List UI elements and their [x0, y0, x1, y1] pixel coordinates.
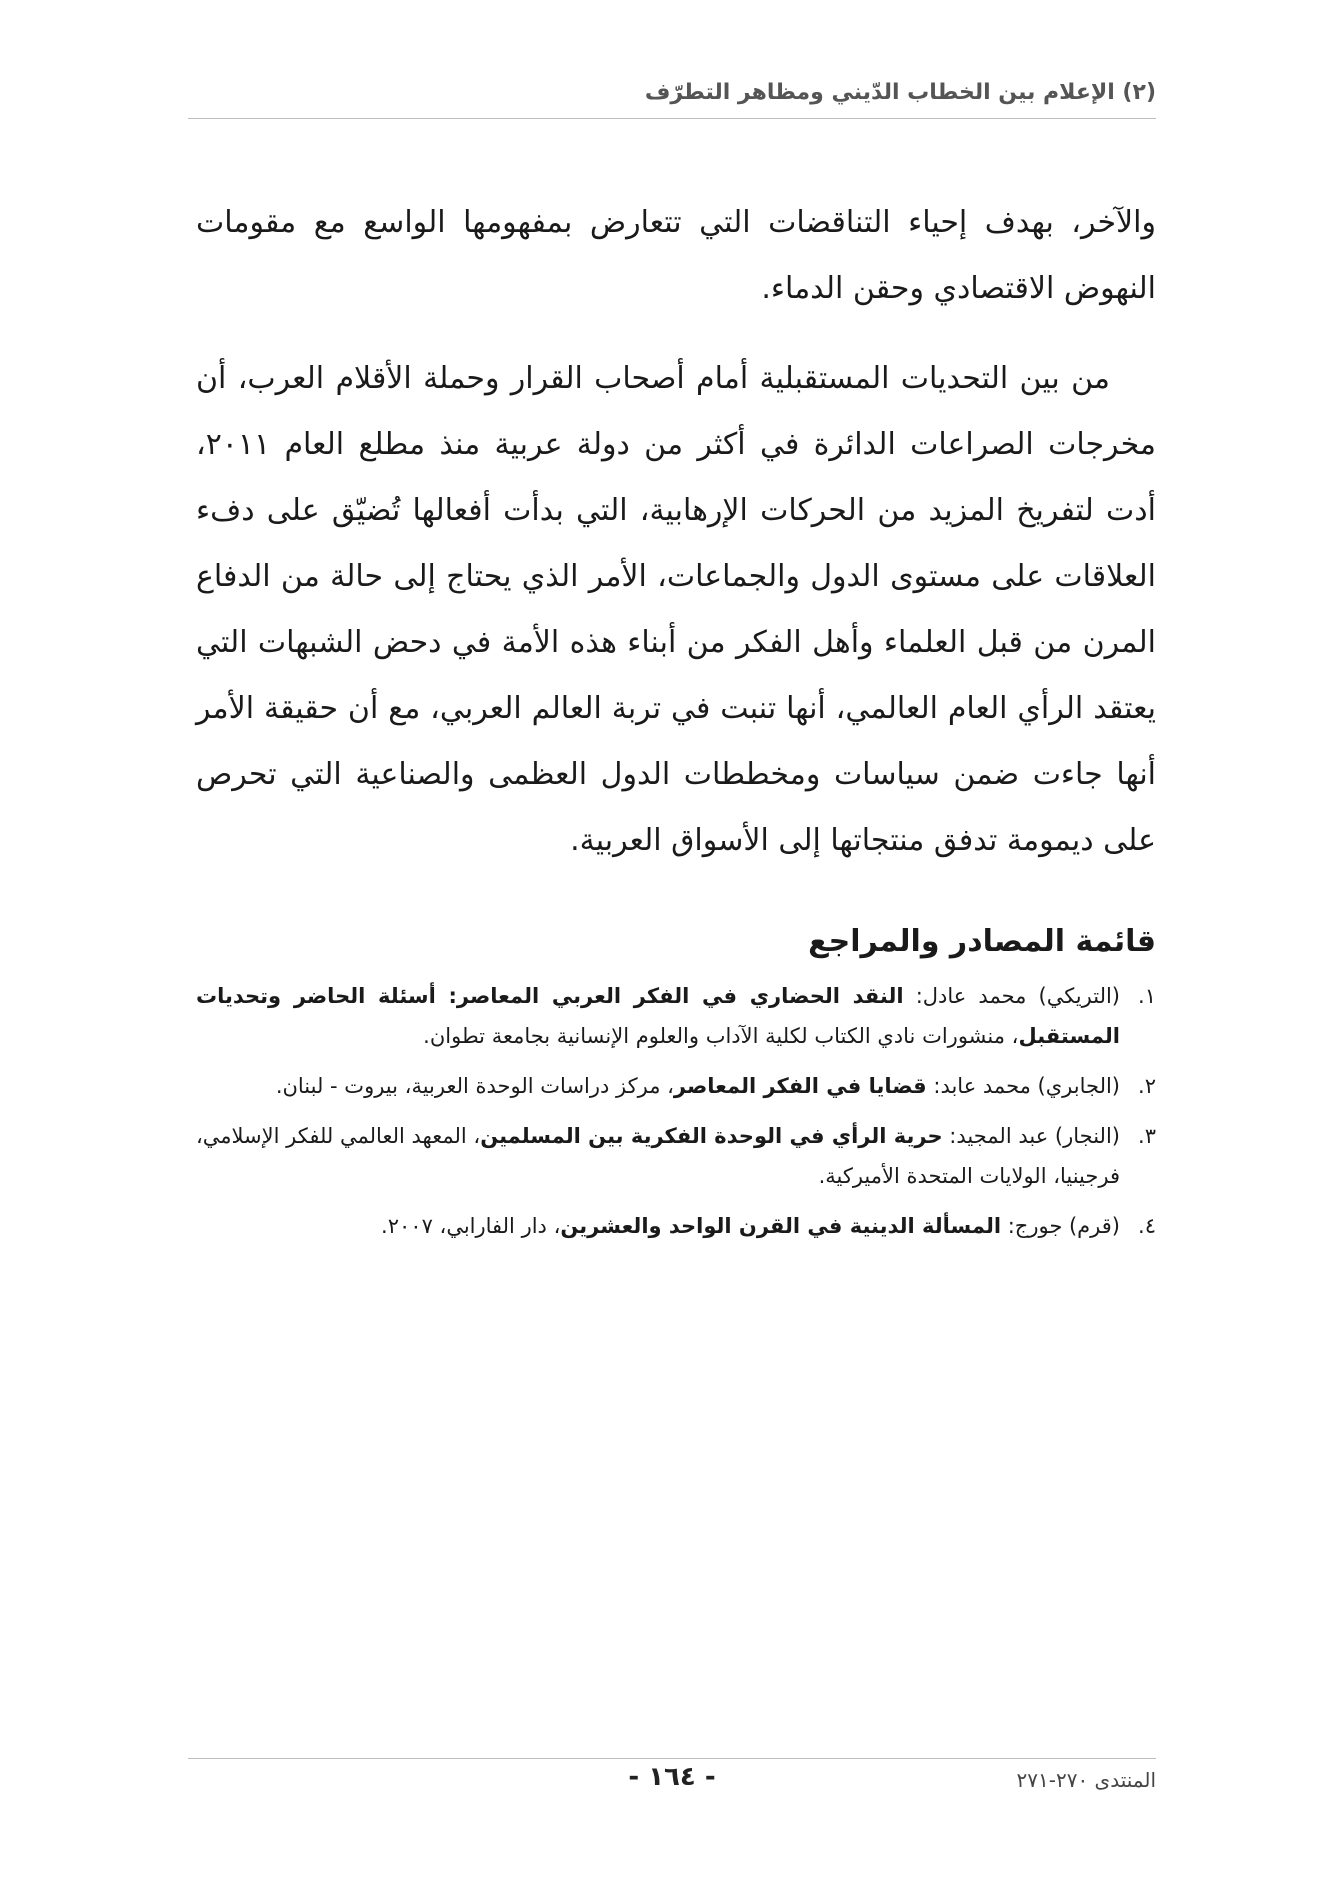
header-divider	[188, 118, 1156, 119]
reference-number: ٢.	[1138, 1074, 1156, 1098]
reference-publisher: ، دار الفارابي، ٢٠٠٧.	[381, 1214, 561, 1238]
reference-item	[196, 1206, 1156, 1246]
reference-title: حرية الرأي في الوحدة الفكرية بين المسلمين	[480, 1124, 943, 1148]
reference-item	[196, 976, 1156, 1056]
page-number: - ١٦٤ -	[628, 1762, 716, 1792]
reference-title: المسألة الدينية في القرن الواحد والعشرين	[560, 1214, 1002, 1238]
journal-issue: المنتدى ٢٧٠-٢٧١	[1016, 1768, 1156, 1792]
paragraph-continuation: والآخر، بهدف إحياء التناقضات التي تتعارض بمفهومها الواسع مع مقومات النهوض الاقتصادي وحقن الدماء.	[196, 205, 1156, 306]
reference-author: (قرم) جورج:	[1001, 1214, 1120, 1238]
paragraph-challenges: من بين التحديات المستقبلية أمام أصحاب القرار وحملة الأقلام العرب، أن مخرجات الصراعات الدائرة في أكثر من دولة عربية منذ مطلع العام ٢٠١١، أدت لتفريخ المزيد من الحركات الإرهابية، التي بدأت أفعالها تُضيّق على دفء العلاقات على مستوى الدول والجماعات، الأمر الذي يحتاج إلى حالة من الدفاع المرن من قبل العلماء وأهل الفكر من أبناء هذه الأمة في دحض الشبهات التي يعتقد الرأي العام العالمي، أنها تنبت في تربة العالم العربي، مع أن حقيقة الأمر أنها جاءت ضمن سياسات ومخططات الدول العظمى والصناعية التي تحرص على ديمومة تدفق منتجاتها إلى الأسواق العربية.	[196, 361, 1156, 858]
reference-author: (النجار) عبد المجيد:	[942, 1124, 1120, 1148]
reference-number: ١.	[1138, 984, 1156, 1008]
references-heading: قائمة المصادر والمراجع	[808, 924, 1156, 959]
footer-divider	[188, 1758, 1156, 1759]
article-body	[196, 190, 1156, 1256]
reference-item	[196, 1066, 1156, 1106]
reference-author: (الجابري) محمد عابد:	[926, 1074, 1120, 1098]
reference-text	[196, 1116, 1120, 1196]
reference-text	[196, 1206, 1120, 1246]
reference-text	[196, 976, 1120, 1056]
reference-title: النقد الحضاري في الفكر العربي المعاصر: أسئلة الحاضر وتحديات المستقبل	[196, 984, 1120, 1048]
running-header: (٢) الإعلام بين الخطاب الدّيني ومظاهر التطرّف	[644, 80, 1156, 105]
reference-author: (التريكي) محمد عادل:	[903, 984, 1120, 1008]
reference-item	[196, 1116, 1156, 1196]
reference-number: ٤.	[1138, 1214, 1156, 1238]
reference-publisher: ، منشورات نادي الكتاب لكلية الآداب والعلوم الإنسانية بجامعة تطوان.	[423, 1024, 1019, 1048]
reference-publisher: ، مركز دراسات الوحدة العربية، بيروت - لبنان.	[275, 1074, 674, 1098]
reference-title: قضايا في الفكر المعاصر	[673, 1074, 927, 1098]
reference-publisher: ، المعهد العالمي للفكر الإسلامي، فرجينيا، الولايات المتحدة الأميركية.	[196, 1124, 1120, 1188]
reference-text	[196, 1066, 1120, 1106]
references-list	[196, 976, 1156, 1246]
reference-number: ٣.	[1138, 1124, 1156, 1148]
